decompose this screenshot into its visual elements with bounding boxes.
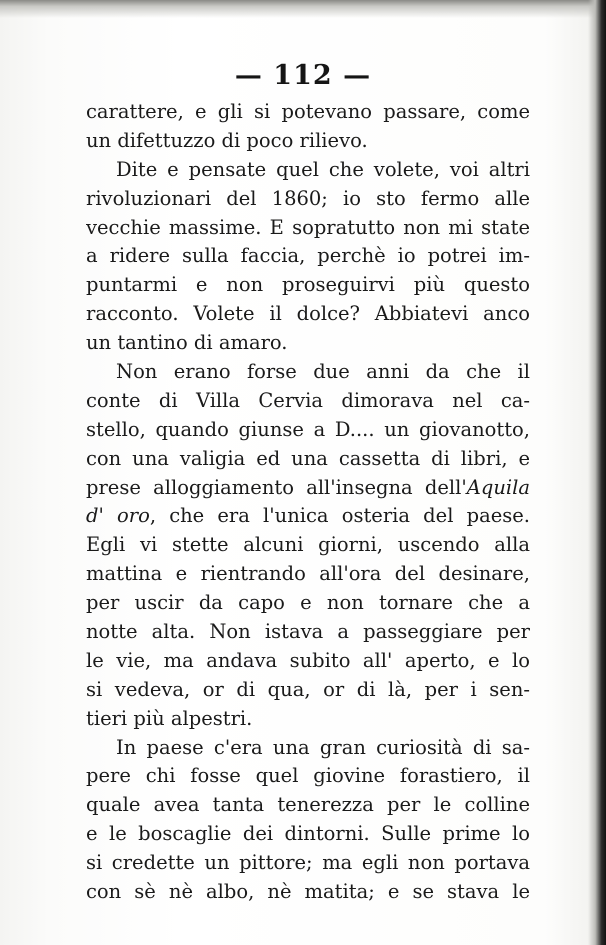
body-text <box>86 98 530 907</box>
text-line: In paese c'era una gran curiosità di sa- <box>116 735 530 759</box>
text-line: vecchie massime. E sopratutto non mi state <box>86 215 530 239</box>
text-line: notte alta. Non istava a passeggiare per <box>86 620 530 644</box>
inn-name-italic: d' oro <box>86 504 150 528</box>
text-line: carattere, e gli si potevano passare, come <box>86 100 530 123</box>
text-line: tieri più alpestri. <box>86 706 253 730</box>
scan-top-shadow <box>0 0 606 18</box>
text-line: rivoluzionari del 1860; io sto fermo alle <box>86 186 530 210</box>
text-line: racconto. Volete il dolce? Abbiatevi anco <box>86 302 530 326</box>
text-line: per uscir da capo e non tornare che a <box>86 591 530 615</box>
text-line: a ridere sulla faccia, perchè io potrei im- <box>86 244 530 268</box>
text-line <box>86 474 530 503</box>
book-binding-edge <box>588 0 606 945</box>
text-line: un difettuzzo di poco rilievo. <box>86 128 368 152</box>
text-line: conte di Villa Cervia dimorava nel ca- <box>86 388 530 412</box>
text-line: le vie, ma andava subito all' aperto, e lo <box>86 648 530 672</box>
text-line: e le boscaglie dei dintorni. Sulle prime lo <box>86 822 530 846</box>
text-line: un tantino di amaro. <box>86 331 288 355</box>
text-line: con sè nè albo, nè matita; e se stava le <box>86 880 530 904</box>
page-number: — 112 — <box>234 60 372 91</box>
text-line: puntarmi e non proseguirvi più questo <box>86 273 530 297</box>
text-segment: prese alloggiamento all'insegna dell' <box>86 475 467 499</box>
text-line: Dite e pensate quel che volete, voi altri <box>116 157 530 181</box>
text-line <box>86 502 530 531</box>
text-line: stello, quando giunse a D.... un giovanotto, <box>86 417 530 441</box>
text-line: con una valigia ed una cassetta di libri, e <box>86 446 530 470</box>
text-line: mattina e rientrando all'ora del desinare, <box>86 562 530 586</box>
text-line: Egli vi stette alcuni giorni, uscendo alla <box>86 533 530 557</box>
text-line: pere chi fosse quel giovine forastiero, il <box>86 764 530 788</box>
text-line: quale avea tanta tenerezza per le colline <box>86 793 530 817</box>
text-line: si credette un pittore; ma egli non portava <box>86 851 530 875</box>
inn-name-italic: Aquila <box>466 475 530 499</box>
text-line: si vedeva, or di qua, or di là, per i sen- <box>86 677 530 701</box>
text-segment: , che era l'unica osteria del paese. <box>149 504 530 528</box>
text-line: Non erano forse due anni da che il <box>116 360 530 384</box>
